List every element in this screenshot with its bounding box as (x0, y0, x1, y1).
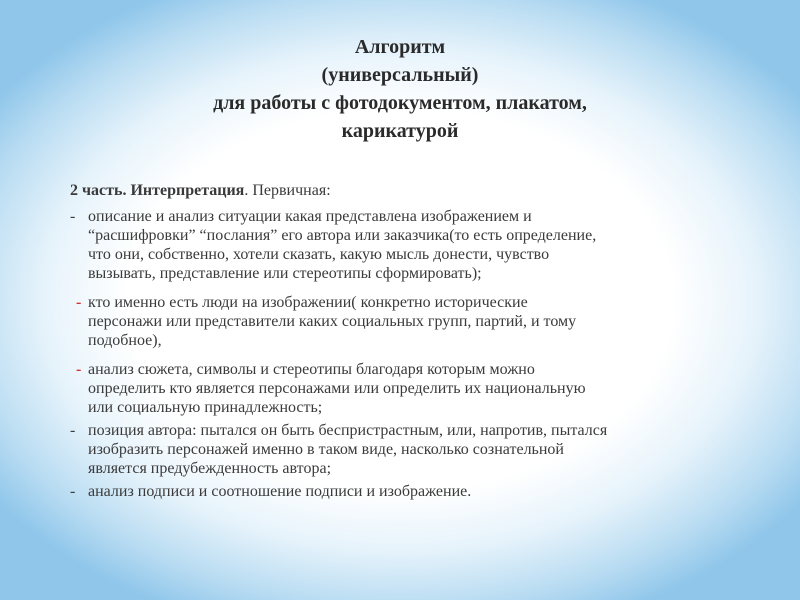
list-item-line: что они, собственно, хотели сказать, какую мысль донести, чувство (88, 246, 550, 263)
section-heading-rest: . Первичная: (244, 182, 331, 199)
section-heading (70, 181, 770, 200)
bullet-marker: - (76, 361, 82, 378)
list-item-line: изобразить персонажей именно в таком виде, насколько сознательной (88, 441, 564, 458)
list-item-line: “расшифровки” “послания” его автора или заказчика(то есть определение, (88, 227, 597, 244)
bullet-marker: - (70, 208, 76, 225)
list-item (70, 482, 770, 501)
list-item-line: позиция автора: пытался он быть беспристрастным, или, напротив, пытался (88, 422, 608, 439)
list-item (70, 207, 770, 283)
title-line: Алгоритм (354, 36, 446, 58)
list-item (70, 421, 770, 478)
list-item (70, 293, 770, 350)
list-item-line: анализ сюжета, символы и стереотипы благодаря которым можно (88, 361, 535, 378)
title-line: (универсальный) (321, 64, 479, 86)
slide-title (0, 33, 800, 145)
bullet-marker: - (76, 294, 82, 311)
title-line: для работы с фотодокументом, плакатом, (213, 92, 587, 114)
bullet-marker: - (70, 483, 76, 500)
title-line: карикатурой (341, 120, 459, 142)
list-item (70, 360, 770, 417)
slide-body (70, 181, 770, 501)
bullet-marker: - (70, 422, 76, 439)
list-item-line: подобное), (88, 332, 162, 349)
list-item-line: анализ подписи и соотношение подписи и изображение. (88, 483, 472, 500)
list-item-line: персонажи или представители каких социальных групп, партий, и тому (88, 313, 577, 330)
list-item-line: или социальную принадлежность; (88, 399, 323, 416)
section-heading-part: 2 часть. Интерпретация (70, 182, 245, 199)
list-item-line: кто именно есть люди на изображении( конкретно исторические (88, 294, 528, 311)
list-item-line: вызывать, представление или стереотипы сформировать); (88, 265, 482, 282)
list-item-line: описание и анализ ситуации какая представлена изображением и (88, 208, 532, 225)
list-item-line: определить кто является персонажами или определить их национальную (88, 380, 586, 397)
list-item-line: является предубежденность автора; (88, 460, 332, 477)
